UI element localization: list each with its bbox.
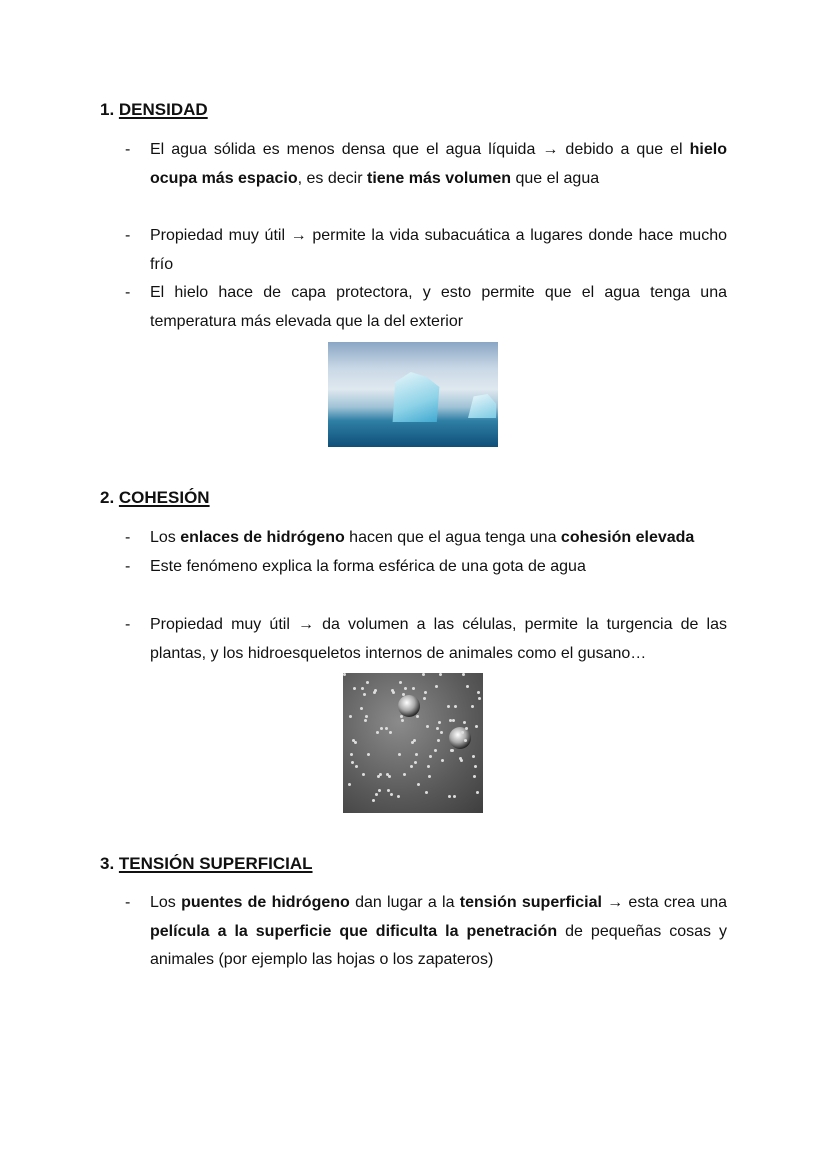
bold-text: película a la superficie que dificulta la penetración — [150, 922, 558, 940]
text: Los — [150, 894, 182, 911]
text: de pequeñas cosas y animales (por ejemplo las hojas o los zapateros) — [150, 922, 727, 969]
bold-text: puentes de hidrógeno — [181, 894, 350, 911]
bullet-item — [125, 889, 727, 975]
section-number: 2. — [100, 488, 119, 507]
iceberg-image — [328, 342, 498, 447]
section-number: 1. — [100, 100, 119, 119]
bullet-dash: - — [125, 284, 131, 301]
section-title: COHESIÓN — [118, 488, 210, 507]
bullet-text — [150, 279, 727, 336]
bullet-item — [125, 553, 727, 582]
bold-text: cohesión elevada — [560, 529, 695, 546]
bullet-item — [125, 524, 727, 553]
bullet-text — [150, 222, 727, 279]
water-drops-on-spiderweb-image — [343, 673, 483, 813]
text: El hielo hace de capa protectora, y esto permite que el agua tenga una temperatura más elevada que la del exterior — [150, 284, 727, 330]
text: dan lugar a la — [349, 894, 460, 911]
bold-text: tiene más volumen — [366, 169, 512, 187]
bullet-dash: - — [125, 894, 131, 911]
bullet-dash: - — [125, 558, 131, 575]
bullet-item — [125, 222, 727, 279]
section-heading — [100, 100, 208, 120]
bullet-dash: - — [125, 529, 131, 546]
section-number: 3. — [100, 854, 119, 873]
text: hacen que el agua tenga una — [344, 529, 561, 546]
bullet-text — [150, 524, 727, 553]
bullet-item — [125, 136, 727, 193]
bullet-dash: - — [125, 141, 131, 158]
bullet-dash: - — [125, 227, 131, 244]
text: → esta crea una — [601, 894, 728, 911]
text: que el agua — [511, 169, 600, 187]
text: Los — [150, 529, 181, 546]
bullet-item — [125, 279, 727, 336]
section-title: DENSIDAD — [118, 100, 208, 119]
text: Este fenómeno explica la forma esférica de una gota de agua — [150, 558, 586, 575]
bullet-text — [150, 553, 727, 582]
section-heading — [100, 854, 313, 874]
text: El agua sólida es menos densa que el agua líquida → debido a que el — [150, 141, 690, 158]
bullet-dash: - — [125, 616, 131, 633]
bullet-text — [150, 136, 727, 193]
bold-text: hielo ocupa más espacio — [150, 141, 727, 187]
bullet-item — [125, 611, 727, 668]
text: Propiedad muy útil → da volumen a las células, permite la turgencia de las plantas, y los hidroesqueletos internos de animales como el gusano… — [150, 616, 727, 662]
text: Propiedad muy útil → permite la vida subacuática a lugares donde hace mucho frío — [150, 227, 727, 273]
bullet-text — [150, 611, 727, 668]
text: , es decir — [297, 169, 367, 187]
bullet-text — [150, 889, 727, 975]
bold-text: tensión superficial — [459, 894, 602, 911]
section-heading — [100, 488, 210, 508]
bold-text: enlaces de hidrógeno — [180, 529, 345, 546]
section-title: TENSIÓN SUPERFICIAL — [118, 854, 313, 873]
